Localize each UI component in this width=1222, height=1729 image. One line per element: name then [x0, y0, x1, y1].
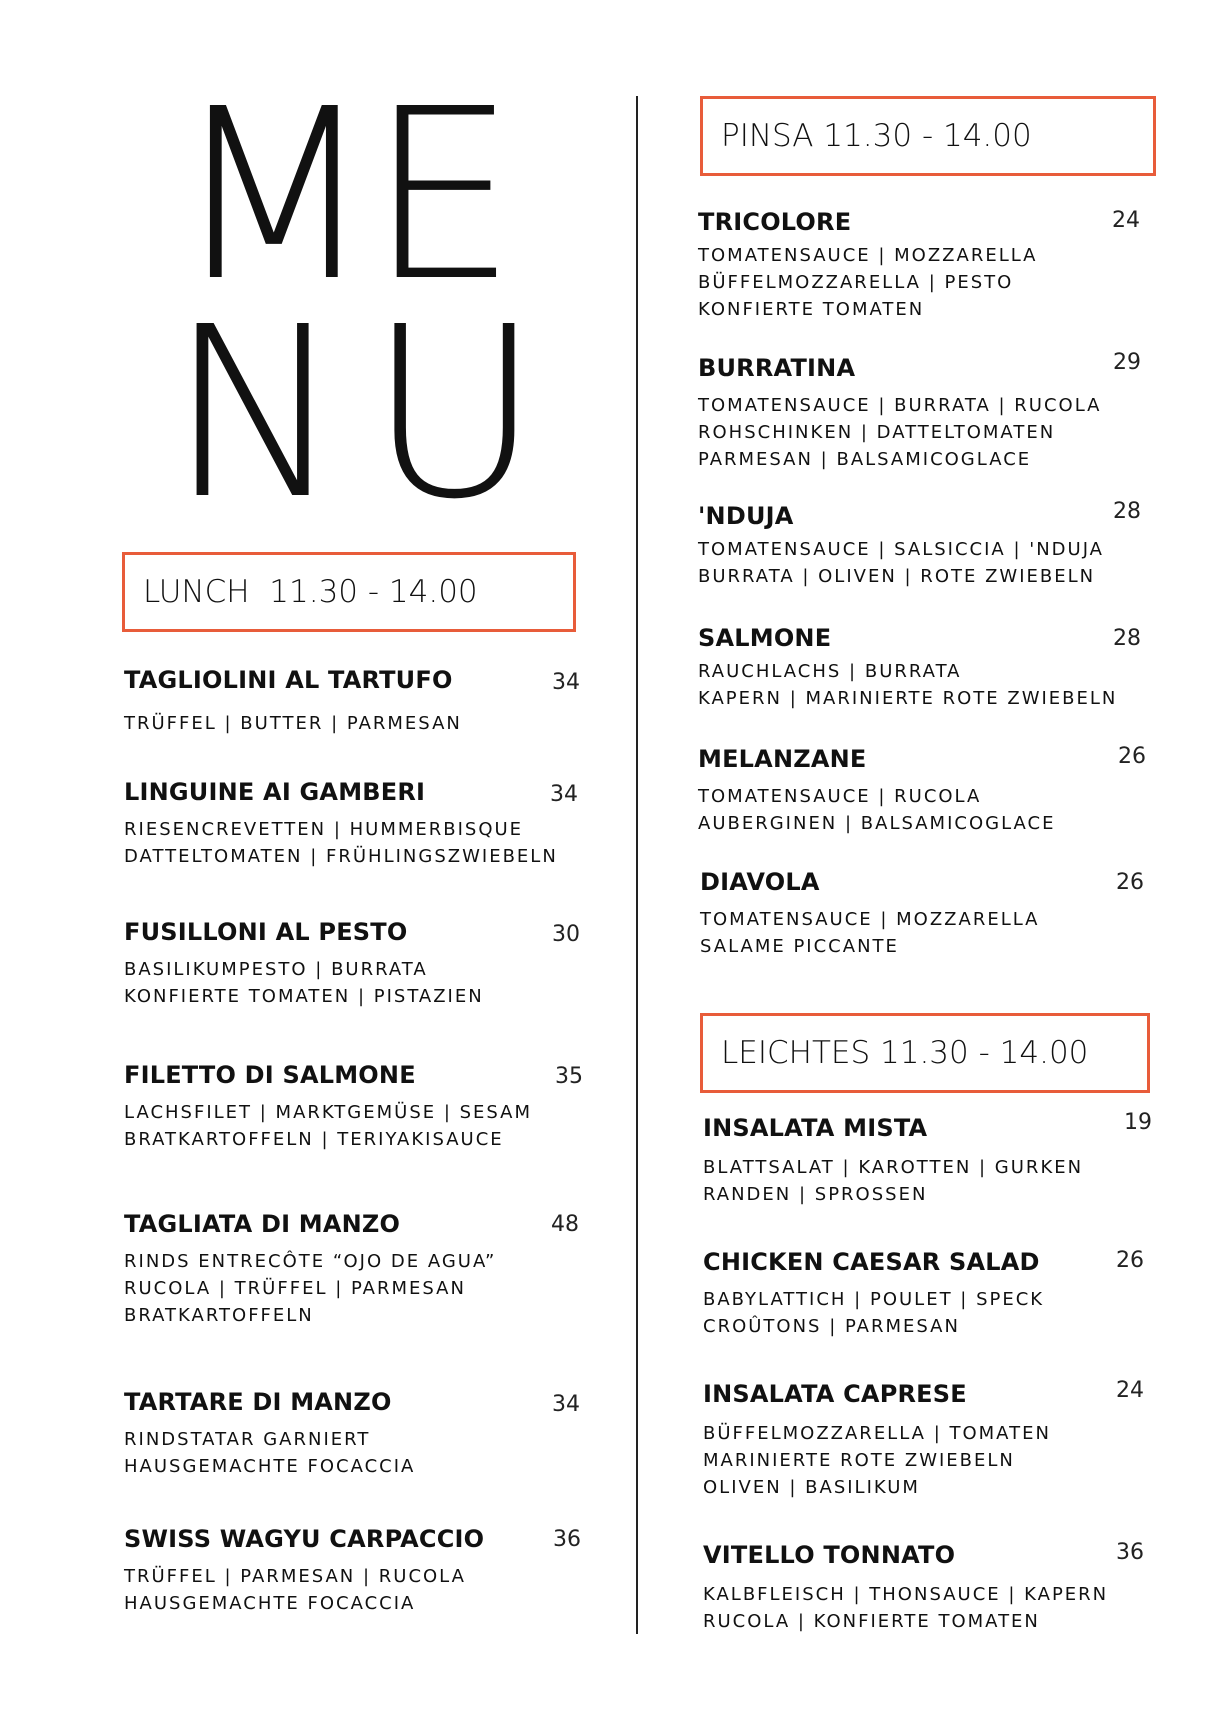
item-name: LINGUINE AI GAMBERI: [124, 778, 426, 806]
item-name: 'NDUJA: [698, 502, 794, 530]
item-description: RINDSTATAR GARNIERT HAUSGEMACHTE FOCACCIA: [124, 1429, 416, 1477]
item-name: FUSILLONI AL PESTO: [124, 918, 408, 946]
item-price: 28: [1113, 626, 1141, 651]
item-price: 48: [551, 1212, 579, 1237]
pinsa-heading: PINSA 11.30 - 14.00: [721, 118, 1032, 154]
item-price: 26: [1116, 870, 1144, 895]
item-price: 24: [1116, 1378, 1144, 1403]
item-price: 19: [1124, 1110, 1152, 1135]
item-name: TAGLIOLINI AL TARTUFO: [124, 666, 453, 694]
lunch-heading-box: [122, 552, 576, 632]
item-description: TOMATENSAUCE | BURRATA | RUCOLA ROHSCHINKEN | DATTELTOMATEN PARMESAN | BALSAMICOGLACE: [698, 395, 1102, 470]
item-description: LACHSFILET | MARKTGEMÜSE | SESAM BRATKARTOFFELN | TERIYAKISAUCE: [124, 1102, 533, 1150]
item-name: TARTARE DI MANZO: [124, 1388, 392, 1416]
item-price: 36: [553, 1527, 581, 1552]
item-description: TRÜFFEL | BUTTER | PARMESAN: [124, 713, 462, 734]
item-description: RINDS ENTRECÔTE “OJO DE AGUA” RUCOLA | TRÜFFEL | PARMESAN BRATKARTOFFELN: [124, 1251, 497, 1326]
item-name: INSALATA CAPRESE: [703, 1380, 967, 1408]
item-name: CHICKEN CAESAR SALAD: [703, 1248, 1040, 1276]
item-description: BÜFFELMOZZARELLA | TOMATEN MARINIERTE ROTE ZWIEBELN OLIVEN | BASILIKUM: [703, 1423, 1051, 1498]
column-divider: [636, 96, 638, 1634]
item-name: INSALATA MISTA: [703, 1114, 928, 1142]
item-name: TAGLIATA DI MANZO: [124, 1210, 401, 1238]
item-description: BLATTSALAT | KAROTTEN | GURKEN RANDEN | SPROSSEN: [703, 1157, 1084, 1205]
item-description: TOMATENSAUCE | MOZZARELLA SALAME PICCANTE: [700, 909, 1040, 957]
lunch-heading: LUNCH 11.30 - 14.00: [143, 574, 478, 610]
leichtes-heading: LEICHTES 11.30 - 14.00: [721, 1035, 1089, 1071]
item-name: VITELLO TONNATO: [703, 1541, 956, 1569]
item-name: DIAVOLA: [700, 868, 820, 896]
item-name: FILETTO DI SALMONE: [124, 1061, 416, 1089]
item-name: TRICOLORE: [698, 208, 852, 236]
item-price: 35: [555, 1064, 583, 1089]
item-price: 28: [1113, 499, 1141, 524]
item-name: MELANZANE: [698, 745, 867, 773]
item-price: 34: [552, 670, 580, 695]
item-price: 26: [1118, 744, 1146, 769]
item-price: 34: [550, 782, 578, 807]
item-price: 30: [552, 922, 580, 947]
menu-letter-e: E: [368, 58, 518, 333]
item-name: SALMONE: [698, 624, 832, 652]
item-name: BURRATINA: [698, 354, 856, 382]
item-description: RIESENCREVETTEN | HUMMERBISQUE DATTELTOMATEN | FRÜHLINGSZWIEBELN: [124, 819, 558, 867]
item-price: 36: [1116, 1540, 1144, 1565]
item-description: BABYLATTICH | POULET | SPECK CROÛTONS | PARMESAN: [703, 1289, 1045, 1337]
item-description: BASILIKUMPESTO | BURRATA KONFIERTE TOMATEN | PISTAZIEN: [124, 959, 484, 1007]
menu-letter-u: U: [368, 276, 541, 551]
menu-letter-m: M: [172, 58, 376, 333]
leichtes-heading-box: [700, 1013, 1150, 1093]
item-description: KALBFLEISCH | THONSAUCE | KAPERN RUCOLA | KONFIERTE TOMATEN: [703, 1584, 1109, 1632]
item-price: 29: [1113, 350, 1141, 375]
item-description: TOMATENSAUCE | MOZZARELLA BÜFFELMOZZARELLA | PESTO KONFIERTE TOMATEN: [698, 245, 1038, 320]
item-price: 26: [1116, 1248, 1144, 1273]
item-description: TOMATENSAUCE | RUCOLA AUBERGINEN | BALSAMICOGLACE: [698, 786, 1056, 834]
item-description: RAUCHLACHS | BURRATA KAPERN | MARINIERTE ROTE ZWIEBELN: [698, 661, 1118, 709]
pinsa-heading-box: [700, 96, 1156, 176]
item-price: 24: [1112, 208, 1140, 233]
item-description: TOMATENSAUCE | SALSICCIA | 'NDUJA BURRATA | OLIVEN | ROTE ZWIEBELN: [698, 539, 1104, 587]
item-price: 34: [552, 1392, 580, 1417]
item-name: SWISS WAGYU CARPACCIO: [124, 1525, 485, 1553]
item-description: TRÜFFEL | PARMESAN | RUCOLA HAUSGEMACHTE FOCACCIA: [124, 1566, 466, 1614]
menu-letter-n: N: [168, 276, 345, 551]
